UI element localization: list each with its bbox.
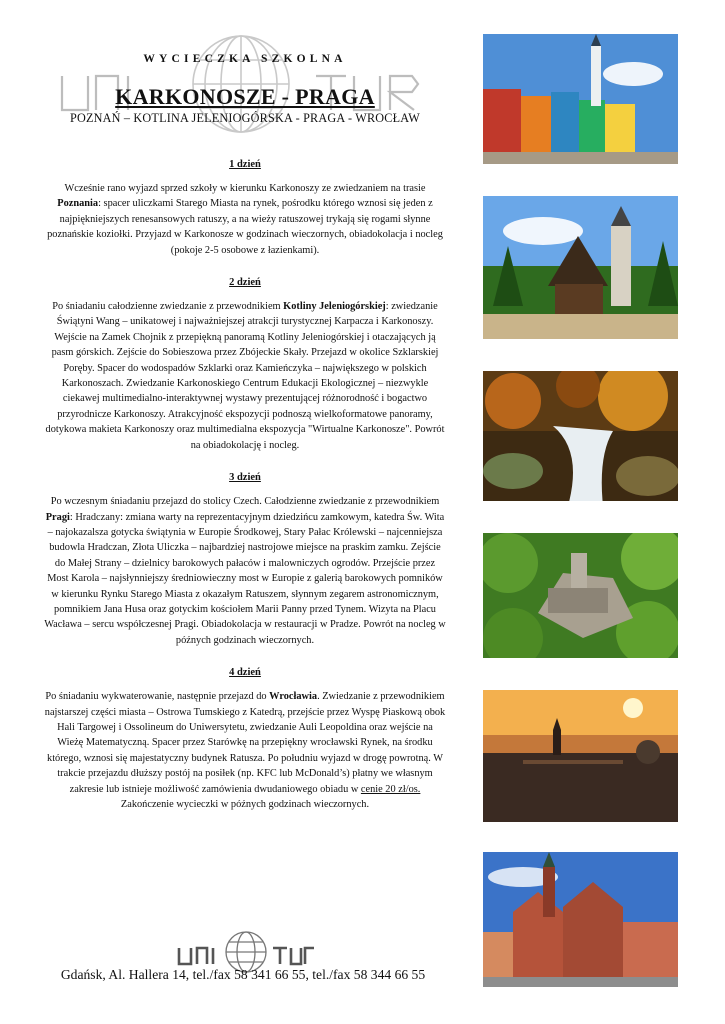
description-text: . Zwiedzanie z przewodnikiem najstarszej części miasta – Ostrowa Tumskiego z Katedrą, przejście przez Wyspę Piaskową obok Hali Targowej i Ossolineum do Uniwersytetu, zwiedzanie Auli Leopoldina oraz wejście na Wieżę Matematyczną. Spacer przez Starówkę na przepiękny wrocławski Rynek, na środku którego, wznosi się majestatyczny budynek Ratusza. Po południu wyjazd w drogę powrotną. W trakcie przejazdu dłuższy postój na posiłek (np. KFC lub McDonald’s) płatny we własnym zakresie lub istnieje możliwość zamówienia dwudaniowego obiadu w xyxy=(44,691,446,795)
day-heading: 1 dzień xyxy=(229,159,261,170)
place-name: Wrocławia xyxy=(269,691,318,703)
photo-prague-sunset xyxy=(483,690,678,822)
day-heading: 3 dzień xyxy=(229,472,261,484)
place-name: Kotliny Jeleniogórskiej xyxy=(283,301,386,313)
photo-chojnik-castle xyxy=(483,533,678,658)
photo-wang-church xyxy=(483,196,678,339)
day-description xyxy=(44,181,446,258)
day-heading: 4 dzień xyxy=(229,667,261,679)
photo-wroclaw-town-hall xyxy=(483,852,678,987)
description-text: Wcześnie rano wyjazd sprzed szkoły w kierunku Karkonoszy ze zwiedzaniem na trasie xyxy=(64,183,426,194)
photo-poznan-old-market xyxy=(483,34,678,164)
description-text: Po śniadaniu całodzienne zwiedzanie z przewodnikiem xyxy=(52,301,284,313)
description-text: : Hradczany: zmiana warty na reprezentacyjnym dziedzińcu zamkowym, katedra Św. Wita – najokazalsza gotycka świątynia w Europie Środkowej, Stary Pałac Królewski – najcenniejsza budowla Hradczan, Złota Uliczka – najbardziej nastrojowe miejsce na praskim zamku. Zejście do Małej Strany – dzielnicy barokowych pałaców i malowniczych ogrodów. Przejście przez Most Karola – najsłynniejszy średniowieczny most w Europie z galerią barokowych pomników w kierunku Rynku Starego Miasta z okazałym Ratuszem, słynnym zegarem astronomicznym, pomnikiem Jana Husa oraz gotyckim kościołem Marii Panny przed Tynem. Wizyta na Placu Wacława – sercu współczesnej Pragi. Obiadokolacja w restauracji w Pradze. Powrót na nocleg w późnych godzinach wieczornych. xyxy=(44,511,446,646)
day-heading: 2 dzień xyxy=(229,277,261,289)
description-text: Po wczesnym śniadaniu przejazd do stolicy Czech. Całodzienne zwiedzanie z przewodnikiem xyxy=(50,496,440,508)
trip-kicker: WYCIECZKA SZKOLNA xyxy=(143,53,347,65)
description-text: Zakończenie wycieczki w późnych godzinach wieczornych. xyxy=(120,799,370,810)
route-subtitle: POZNAŃ – KOTLINA JELENIOGÓRSKA - PRAGA - WROCŁAW xyxy=(70,111,420,125)
description-text: : zwiedzanie Świątyni Wang – unikatowej i najważniejszej atrakcji turystycznej Karpacza i Karkonoszy. Wejście na Zamek Chojnik z przepiękną panoramą Kotliny Jeleniogórskiej i otaczających ją pasm górskich. Zejście do Sobieszowa przez Zbójeckie Skały. Przejazd w okolice Szklarskiej Poręby. Spacer do wodospadów Szklarki oraz Kamieńczyka – największego w polskich Karkonoszach. Zwiedzanie Karkonoskiego Centrum Edukacji Ekologicznej – niezwykle ciekawej multimedialno-interaktywnej wystawy prezentującej różnorodność i bogactwo przyrodnicze Karkonoszy. Atrakcyjność ekspozycji podnoszą wielkoformatowe panoramy, dotykowa makieta Karkonoszy oraz multimedialna ekspozycja "Wirtualne Karkonosze". Powrót na obiadokolację i nocleg. xyxy=(45,301,445,451)
day-description xyxy=(44,299,446,453)
place-name: Pragi xyxy=(45,511,70,523)
footer-address: Gdańsk, Al. Hallera 14, tel./fax 58 341 66 55, tel./fax 58 344 66 55 xyxy=(60,967,426,982)
price-note: cenie 20 zł/os. xyxy=(360,783,421,795)
description-text: : spacer uliczkami Starego Miasta na rynek, pośrodku którego wznosi się jeden z najpiękniejszych renesansowych ratuszy, a na wieży ratuszowej trykają się rogami słynne poznańskie koziołki. Przyjazd w Karkonosze w godzinach wieczornych, obiadokolacja i nocleg (pokoje 2-5 osobowe z łazienkami). xyxy=(47,198,443,256)
description-text: Po śniadaniu wykwaterowanie, następnie przejazd do xyxy=(45,691,270,703)
page-title: KARKONOSZE - PRAGA xyxy=(115,84,375,109)
photo-szklarka-waterfall xyxy=(483,371,678,501)
place-name: Poznania xyxy=(57,198,99,210)
day-description xyxy=(44,494,446,648)
day-description xyxy=(44,689,446,812)
itinerary xyxy=(44,158,446,830)
